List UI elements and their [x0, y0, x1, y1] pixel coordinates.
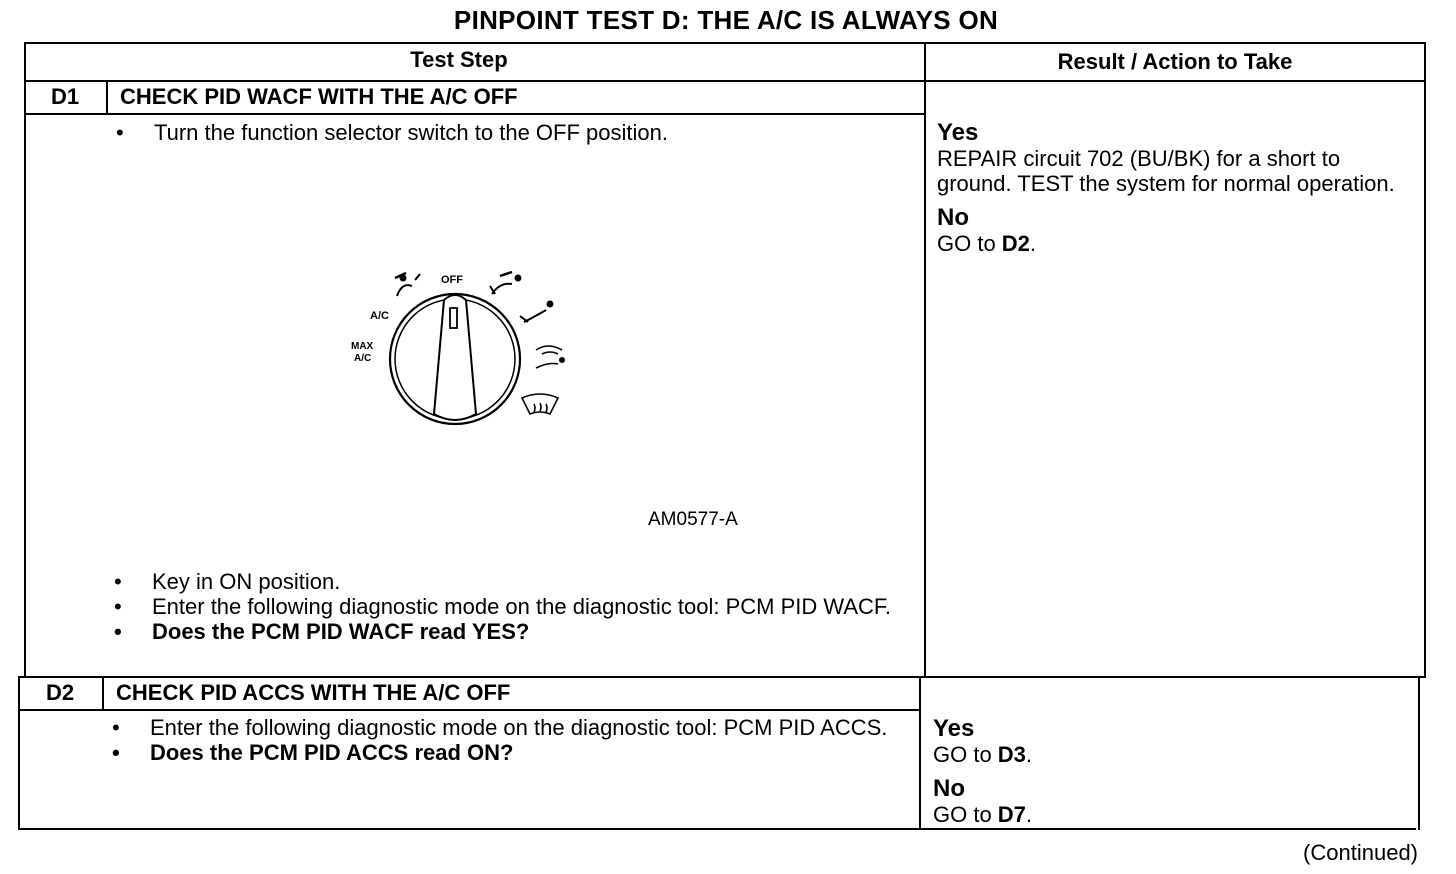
list-item: • Enter the following diagnostic mode on the diagnostic tool: PCM PID WACF.	[110, 594, 900, 619]
d2-question: • Does the PCM PID ACCS read ON?	[108, 740, 898, 765]
dial-label-off: OFF	[441, 274, 463, 286]
table-border-bottom	[18, 828, 1416, 830]
d1-title-divider	[24, 113, 926, 115]
d1-bullet-list-bottom	[110, 569, 900, 644]
step-id-d1: D1	[50, 84, 80, 109]
d1-no-target: D2	[1001, 231, 1030, 256]
page-title: PINPOINT TEST D: THE A/C IS ALWAYS ON	[453, 5, 999, 35]
d2-title-divider	[18, 709, 921, 711]
d1-id-divider	[106, 80, 108, 115]
floor-defrost-icon	[536, 346, 564, 368]
table-border-right	[1424, 42, 1426, 678]
d2-no-target: D7	[997, 802, 1026, 827]
panel-floor-icon	[490, 272, 521, 294]
step-id-d2: D2	[45, 680, 75, 705]
d2-no-label: No	[933, 775, 965, 802]
column-divider	[924, 42, 926, 678]
d1-question: • Does the PCM PID WACF read YES?	[110, 619, 900, 644]
d2-top-divider	[18, 676, 1426, 678]
dial-indicator	[450, 308, 457, 328]
d2-id-divider	[102, 676, 104, 711]
dial-label-max-ac: A/C	[354, 353, 372, 364]
d2-yes-target: D3	[997, 742, 1026, 767]
pinpoint-test-table	[24, 42, 1426, 830]
d2-yes-text: GO to D3.	[933, 742, 1033, 767]
list-item: • Turn the function selector switch to the OFF position.	[112, 120, 912, 145]
header-divider	[24, 80, 1426, 82]
continued-note: (Continued)	[1303, 840, 1418, 865]
table-border-left	[24, 42, 26, 678]
d1-yes-text: REPAIR circuit 702 (BU/BK) for a short to ground. TEST the system for normal operation.	[937, 146, 1395, 196]
d1-bullet-list-top	[112, 120, 912, 145]
table-border-right-lower	[1418, 676, 1420, 830]
step-title-d1: CHECK PID WACF WITH THE A/C OFF	[120, 84, 518, 109]
d2-yes-label: Yes	[933, 715, 975, 742]
function-selector-dial	[340, 264, 590, 434]
result-action-header: Result / Action to Take	[1057, 49, 1293, 74]
figure-id: AM0577-A	[648, 509, 738, 530]
panel-vent-icon	[395, 273, 420, 296]
list-item: • Enter the following diagnostic mode on the diagnostic tool: PCM PID ACCS.	[108, 715, 898, 740]
table-border-top	[24, 42, 1426, 44]
test-step-header: Test Step	[410, 47, 508, 72]
dial-label-ac: A/C	[370, 310, 389, 322]
step-title-d2: CHECK PID ACCS WITH THE A/C OFF	[116, 680, 511, 705]
d2-results	[933, 716, 1413, 827]
d1-no-text: GO to D2.	[937, 231, 1037, 256]
d2-no-text: GO to D7.	[933, 802, 1033, 827]
column-divider-lower	[919, 676, 921, 830]
d2-bullet-list	[108, 715, 898, 765]
d1-no-label: No	[937, 204, 969, 231]
d1-results	[937, 120, 1417, 256]
floor-icon	[520, 302, 553, 323]
defrost-icon	[522, 394, 558, 414]
dial-label-max: MAX	[351, 341, 374, 352]
d1-yes-label: Yes	[937, 119, 979, 146]
list-item: • Key in ON position.	[110, 569, 900, 594]
